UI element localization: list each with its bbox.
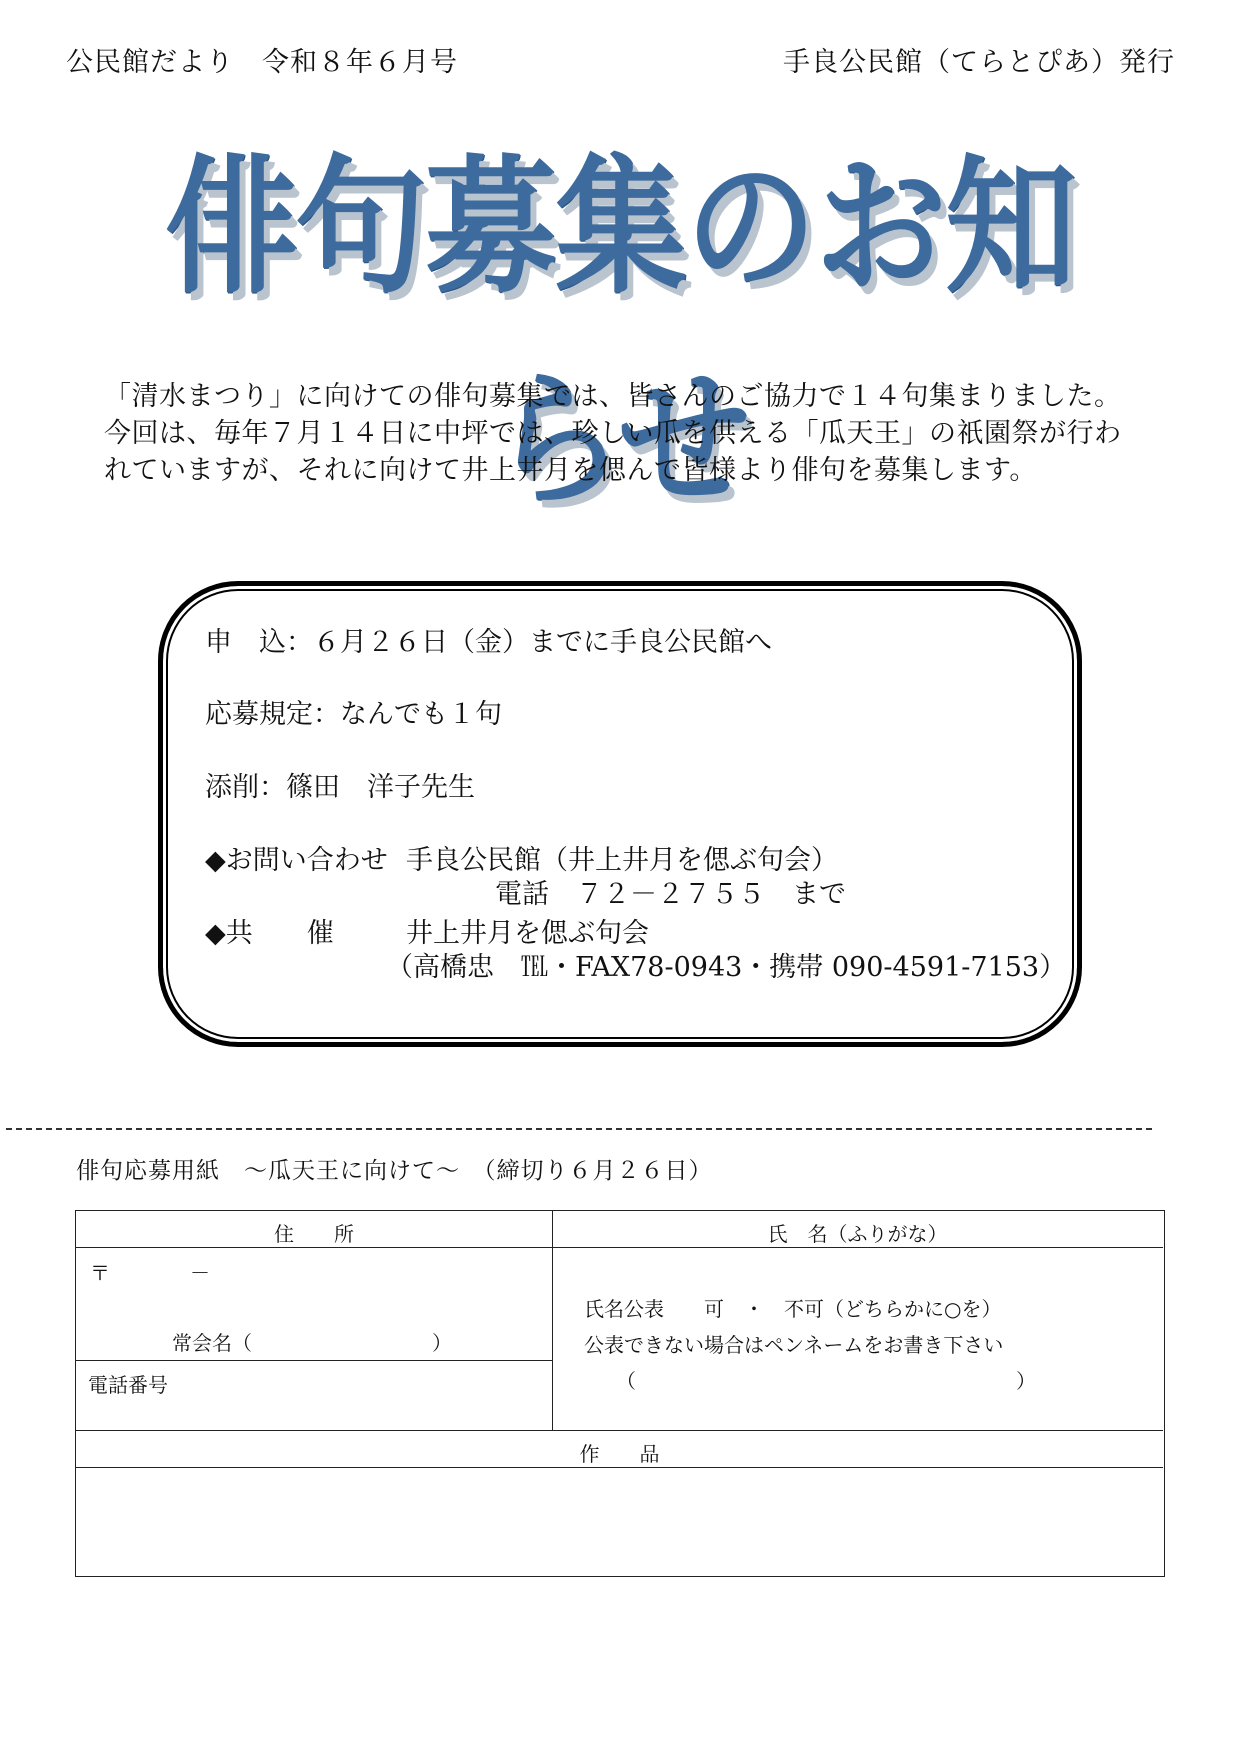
work-header: 作 品 bbox=[579, 1442, 660, 1466]
address-header: 住 所 bbox=[274, 1222, 354, 1246]
publisher: 手良公民館（てらとぴあ）発行 bbox=[783, 47, 1175, 78]
intro-line: れていますが、それに向けて井上井月を偲んで皆様より俳句を募集します。 bbox=[104, 455, 1037, 486]
cohost-contact: （高橋忠 ℡・FAX78-0943・携帯 090-4591-7153） bbox=[386, 952, 1067, 983]
intro-paragraph bbox=[104, 378, 1184, 489]
phone-number-field[interactable]: 電話番号 bbox=[88, 1373, 168, 1397]
phone-row-divider bbox=[76, 1360, 552, 1361]
inquiry-label: ◆お問い合わせ bbox=[205, 845, 388, 876]
haiku-entry-area[interactable] bbox=[76, 1469, 1163, 1575]
cohost-label: ◆共 催 bbox=[205, 918, 334, 949]
cut-line bbox=[6, 1128, 1152, 1130]
entry-form bbox=[75, 1210, 1165, 1577]
info-box bbox=[158, 581, 1082, 1047]
reviewer: 添削：篠田 洋子先生 bbox=[205, 772, 475, 803]
name-header: 氏 名（ふりがな） bbox=[767, 1222, 948, 1246]
pen-name-note: 公表できない場合はペンネームをお書き下さい bbox=[584, 1333, 1004, 1357]
entry-rules: 応募規定：なんでも１句 bbox=[205, 699, 502, 730]
header-row-divider bbox=[76, 1247, 1163, 1248]
cohost-organization: 井上井月を偲ぶ句会 bbox=[406, 918, 649, 949]
pen-name-field[interactable]: （ ） bbox=[616, 1369, 1036, 1393]
district-field[interactable]: 常会名（ ） bbox=[172, 1331, 452, 1355]
form-title: 俳句応募用紙 ～瓜天王に向けて～ （締切り６月２６日） bbox=[76, 1158, 713, 1184]
page-title: 俳句募集のお知らせ bbox=[165, 141, 1075, 527]
publish-consent[interactable]: 氏名公表 可 ・ 不可（どちらかに○を） bbox=[584, 1297, 1002, 1321]
newsletter-issue: 公民館だより 令和８年６月号 bbox=[66, 47, 458, 78]
inquiry-phone: 電話 ７２－２７５５ まで bbox=[495, 879, 846, 910]
postal-code-field[interactable]: 〒 － bbox=[90, 1261, 210, 1285]
application-deadline: 申 込：６月２６日（金）までに手良公民館へ bbox=[205, 627, 772, 658]
intro-line: 「清水まつり」に向けての俳句募集では、皆さんのご協力で１４句集まりました。 bbox=[104, 381, 1122, 412]
inquiry-organization: 手良公民館（井上井月を偲ぶ句会） bbox=[406, 845, 838, 876]
work-header-bottom-divider bbox=[76, 1467, 1163, 1468]
work-header-top-divider bbox=[76, 1430, 1163, 1431]
intro-line: 今回は、毎年７月１４日に中坪では、珍しい瓜を供える「瓜天王」の祇園祭が行わ bbox=[104, 418, 1122, 449]
